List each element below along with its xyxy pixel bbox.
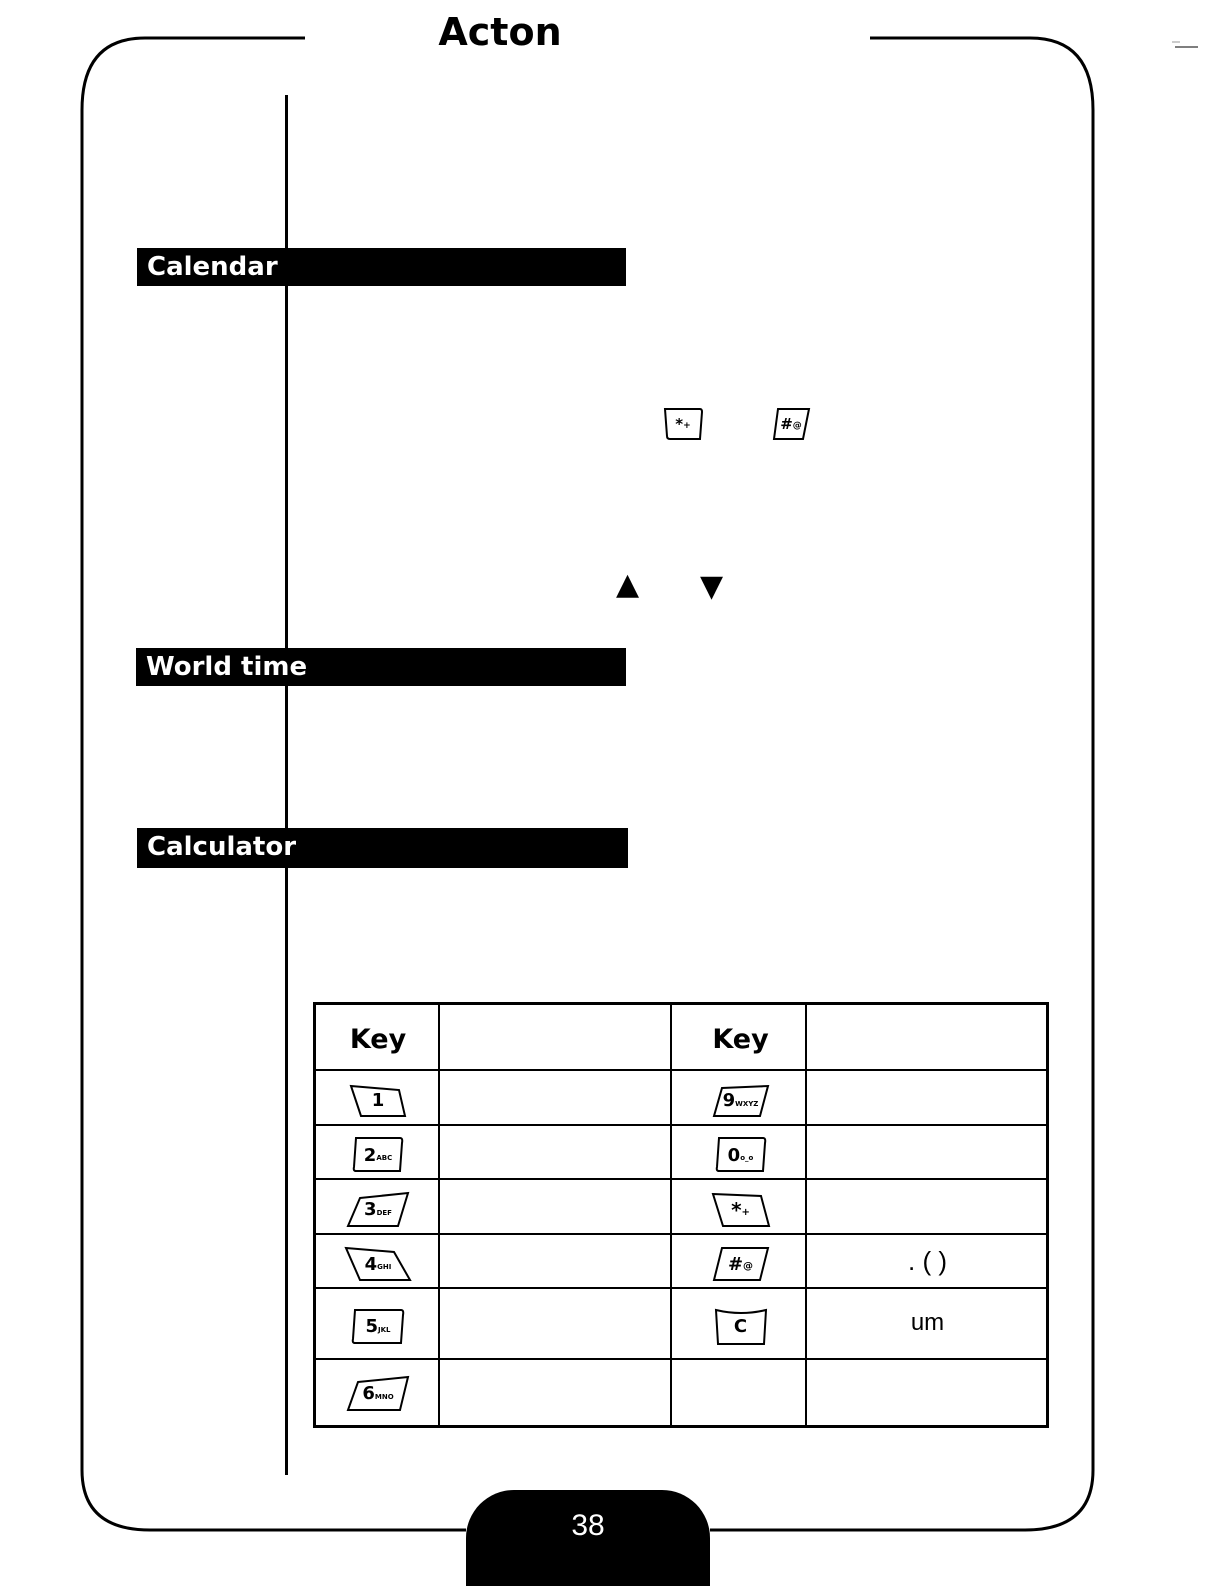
key-main: 1 bbox=[371, 1090, 385, 1111]
star-key-icon bbox=[662, 406, 704, 442]
hash-key-icon bbox=[710, 1244, 772, 1284]
key-main: 2 bbox=[363, 1144, 377, 1166]
table-cell bbox=[809, 1073, 1046, 1128]
key-main: 6 bbox=[362, 1383, 375, 1404]
table-cell bbox=[442, 1128, 672, 1182]
table-cell bbox=[809, 1182, 1046, 1237]
key-main: * bbox=[731, 1197, 742, 1222]
vertical-rule bbox=[285, 95, 288, 1475]
table-row bbox=[674, 1182, 807, 1237]
table-row bbox=[674, 1073, 807, 1128]
key-sub: JKL bbox=[378, 1325, 391, 1334]
star-key-main: * bbox=[675, 415, 684, 433]
table-cell bbox=[809, 1362, 1046, 1425]
key-sub: GHI bbox=[377, 1263, 392, 1271]
key-main: 9 bbox=[722, 1090, 736, 1111]
section-label-calculator: Calculator bbox=[147, 832, 297, 862]
star-key-sub: + bbox=[683, 421, 691, 431]
key-sub: WXYZ bbox=[735, 1099, 759, 1108]
key-sub: MNO bbox=[374, 1392, 394, 1401]
table-cell bbox=[442, 1073, 672, 1128]
table-cell bbox=[442, 1182, 672, 1237]
calculator-key-table bbox=[313, 1002, 1049, 1428]
table-header-function-right bbox=[809, 1005, 1046, 1073]
table-header-key-right: Key bbox=[712, 1023, 769, 1055]
table-row bbox=[316, 1073, 440, 1128]
key-main: 0 bbox=[727, 1144, 741, 1166]
down-arrow-icon: ▼ bbox=[700, 569, 724, 604]
up-arrow-icon: ▲ bbox=[616, 567, 640, 602]
key-main: 3 bbox=[364, 1199, 377, 1220]
key-6-icon bbox=[344, 1374, 412, 1414]
table-header-key-left: Key bbox=[349, 1023, 407, 1055]
hash-key-main: # bbox=[780, 415, 793, 433]
table-header-function-left bbox=[442, 1005, 672, 1073]
table-row bbox=[316, 1362, 440, 1425]
table-cell bbox=[809, 1128, 1046, 1182]
table-cell bbox=[674, 1362, 807, 1425]
section-label-world-time: World time bbox=[146, 652, 308, 682]
section-bar-calendar bbox=[137, 248, 626, 286]
clear-key-icon bbox=[712, 1306, 770, 1348]
table-row bbox=[674, 1237, 807, 1291]
key-main: 5 bbox=[365, 1316, 379, 1337]
key-3-icon bbox=[344, 1190, 412, 1230]
star-key-icon bbox=[709, 1190, 773, 1230]
hash-key-icon bbox=[770, 406, 812, 442]
table-cell bbox=[442, 1291, 672, 1362]
section-bar-calculator bbox=[137, 828, 628, 868]
key-sub: DEF bbox=[376, 1208, 392, 1217]
table-cell: . ( ) bbox=[908, 1245, 947, 1276]
table-row bbox=[674, 1291, 807, 1362]
key-5-icon bbox=[349, 1307, 407, 1347]
table-cell: um bbox=[910, 1309, 945, 1336]
section-bar-world-time bbox=[136, 648, 626, 686]
hash-key-sub: @ bbox=[792, 421, 802, 431]
key-sub: @ bbox=[743, 1260, 754, 1272]
table-row bbox=[316, 1128, 440, 1182]
key-main: C bbox=[733, 1316, 748, 1337]
table-row bbox=[316, 1237, 440, 1291]
key-main: 4 bbox=[364, 1253, 378, 1275]
key-2-icon bbox=[350, 1135, 406, 1175]
key-sub: o_o bbox=[740, 1154, 754, 1162]
key-sub: + bbox=[741, 1207, 750, 1218]
table-row bbox=[316, 1182, 440, 1237]
section-label-calendar: Calendar bbox=[147, 252, 278, 282]
page-number: 38 bbox=[571, 1509, 605, 1542]
brand-title: Acton bbox=[438, 10, 562, 54]
table-cell bbox=[442, 1362, 672, 1425]
table-row bbox=[674, 1128, 807, 1182]
table-row bbox=[316, 1291, 440, 1362]
key-0-icon bbox=[713, 1135, 769, 1175]
key-main: # bbox=[727, 1253, 744, 1275]
key-sub: ABC bbox=[376, 1154, 393, 1162]
key-9-icon bbox=[710, 1082, 772, 1120]
key-4-icon bbox=[342, 1244, 414, 1284]
key-1-icon bbox=[347, 1082, 409, 1120]
table-cell bbox=[442, 1237, 672, 1291]
